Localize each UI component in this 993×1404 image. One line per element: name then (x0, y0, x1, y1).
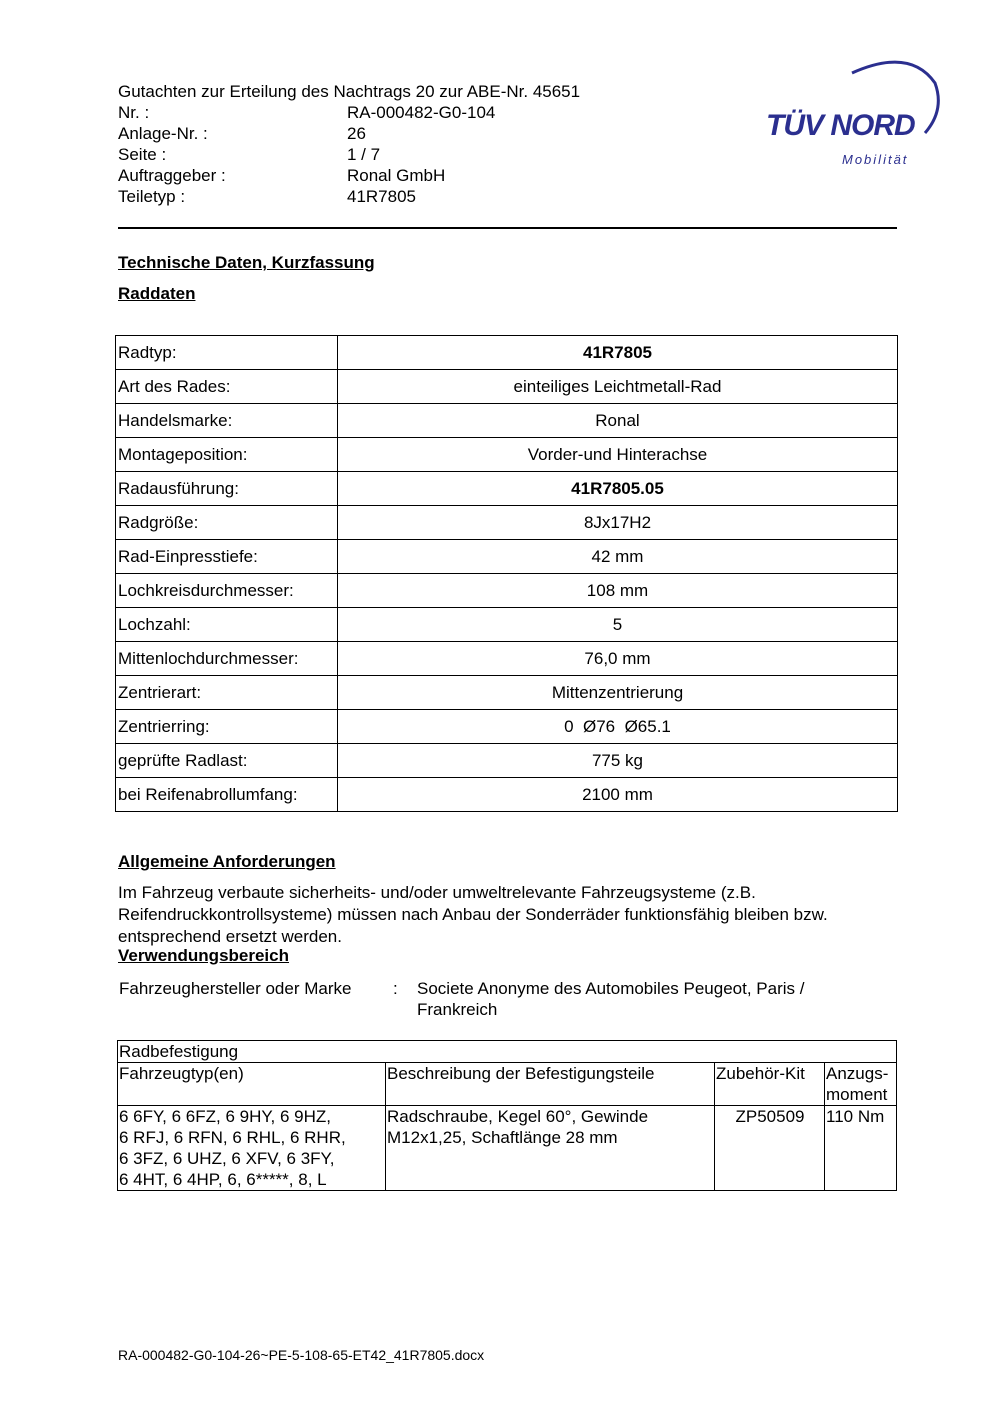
allgemein-title: Allgemeine Anforderungen (118, 852, 336, 871)
header-row-anlage (118, 123, 366, 144)
table-row (118, 1041, 897, 1063)
table-row (116, 710, 898, 744)
row-value: 42 mm (338, 540, 898, 574)
table-header-row (118, 1063, 897, 1106)
hersteller-colon: : (393, 979, 398, 998)
text-line: 6 3FZ, 6 UHZ, 6 XFV, 6 3FY, (119, 1149, 335, 1168)
footer-filename: RA-000482-G0-104-26~PE-5-108-65-ET42_41R7805.docx (118, 1347, 485, 1363)
table-row (116, 778, 898, 812)
text-line: Societe Anonyme des Automobiles Peugeot, Paris / (417, 979, 805, 998)
row-label: Rad-Einpresstiefe: (116, 540, 338, 574)
header-label: Seite : (118, 145, 167, 164)
text-line: Im Fahrzeug verbaute sicherheits- und/oder umweltrelevante Fahrzeugsysteme (z.B. (118, 883, 756, 902)
row-label: Radausführung: (116, 472, 338, 506)
cell-desc (386, 1106, 715, 1191)
row-label: Mittenlochdurchmesser: (116, 642, 338, 676)
row-value: 41R7805 (338, 336, 898, 370)
tuev-nord-logo (760, 55, 940, 175)
raddaten-table (115, 335, 898, 812)
text-line: 6 4HT, 6 4HP, 6, 6*****, 8, L (119, 1170, 327, 1189)
row-label: Montageposition: (116, 438, 338, 472)
befestigung-table (117, 1040, 897, 1191)
verwendung-title: Verwendungsbereich (118, 946, 289, 965)
row-value: 5 (338, 608, 898, 642)
row-value: 0 Ø76 Ø65.1 (338, 710, 898, 744)
header-divider (118, 227, 897, 229)
hersteller-value (417, 978, 804, 1020)
row-label: Radtyp: (116, 336, 338, 370)
logo-arc-icon (760, 55, 940, 175)
col-header: Fahrzeugtyp(en) (118, 1063, 386, 1106)
table-row (116, 370, 898, 404)
header-value: 1 / 7 (347, 145, 381, 164)
raddaten-title: Raddaten (118, 284, 196, 303)
header-label: Anlage-Nr. : (118, 124, 208, 143)
row-label: Lochkreisdurchmesser: (116, 574, 338, 608)
row-label: Art des Rades: (116, 370, 338, 404)
row-value: 2100 mm (338, 778, 898, 812)
row-label: geprüfte Radlast: (116, 744, 338, 778)
col-header: Zubehör-Kit (715, 1063, 825, 1106)
text-line: 6 6FY, 6 6FZ, 6 9HY, 6 9HZ, (119, 1107, 331, 1126)
cell-types (118, 1106, 386, 1191)
allgemein-text (118, 882, 908, 948)
hersteller-label: Fahrzeughersteller oder Marke (119, 979, 352, 998)
row-value: einteiliges Leichtmetall-Rad (338, 370, 898, 404)
row-value: 76,0 mm (338, 642, 898, 676)
row-value: 8Jx17H2 (338, 506, 898, 540)
table-row (116, 540, 898, 574)
row-label: Radgröße: (116, 506, 338, 540)
cell-kit: ZP50509 (715, 1106, 825, 1191)
header-row-teiletyp (118, 186, 417, 207)
text-line: 6 RFJ, 6 RFN, 6 RHL, 6 RHR, (119, 1128, 346, 1147)
logo-sub: Mobilität (842, 152, 909, 167)
table-row (116, 404, 898, 438)
table-row (116, 608, 898, 642)
row-value: Vorder-und Hinterachse (338, 438, 898, 472)
header-value: 26 (347, 124, 366, 143)
cell-torque: 110 Nm (825, 1106, 897, 1191)
row-label: Handelsmarke: (116, 404, 338, 438)
header-line: moment (826, 1085, 888, 1104)
header-row-seite (118, 144, 381, 165)
text-line: Radschraube, Kegel 60°, Gewinde (387, 1107, 649, 1126)
befestigung-title: Radbefestigung (118, 1041, 897, 1063)
header-label: Nr. : (118, 103, 150, 122)
text-line: Reifendruckkontrollsysteme) müssen nach Anbau der Sonderräder funktionsfähig bleiben bzw. (118, 905, 828, 924)
header-value: 41R7805 (347, 187, 417, 206)
table-row (118, 1106, 897, 1191)
logo-brand: TÜV NORD (766, 109, 915, 142)
header-value: Ronal GmbH (347, 166, 446, 185)
col-header-torque (825, 1063, 897, 1106)
header-label: Auftraggeber : (118, 166, 226, 185)
section-title: Technische Daten, Kurzfassung (118, 253, 375, 272)
table-row (116, 438, 898, 472)
document-title: Gutachten zur Erteilung des Nachtrags 20 zur ABE-Nr. 45651 (118, 82, 581, 101)
row-value: 41R7805.05 (338, 472, 898, 506)
row-label: Lochzahl: (116, 608, 338, 642)
text-line: entsprechend ersetzt werden. (118, 927, 342, 946)
table-row (116, 676, 898, 710)
row-value: 108 mm (338, 574, 898, 608)
col-header: Beschreibung der Befestigungsteile (386, 1063, 715, 1106)
table-row (116, 336, 898, 370)
header-label: Teiletyp : (118, 187, 186, 206)
table-row (116, 642, 898, 676)
table-row (116, 506, 898, 540)
text-line: M12x1,25, Schaftlänge 28 mm (387, 1128, 618, 1147)
row-label: bei Reifenabrollumfang: (116, 778, 338, 812)
header-value: RA-000482-G0-104 (347, 103, 496, 122)
row-label: Zentrierart: (116, 676, 338, 710)
text-line: Frankreich (417, 1000, 498, 1019)
header-line: Anzugs- (826, 1064, 889, 1083)
table-row (116, 574, 898, 608)
row-label: Zentrierring: (116, 710, 338, 744)
row-value: Ronal (338, 404, 898, 438)
row-value: 775 kg (338, 744, 898, 778)
table-row (116, 744, 898, 778)
header-row-auftraggeber (118, 165, 446, 186)
row-value: Mittenzentrierung (338, 676, 898, 710)
table-row (116, 472, 898, 506)
header-row-nr (118, 102, 496, 123)
